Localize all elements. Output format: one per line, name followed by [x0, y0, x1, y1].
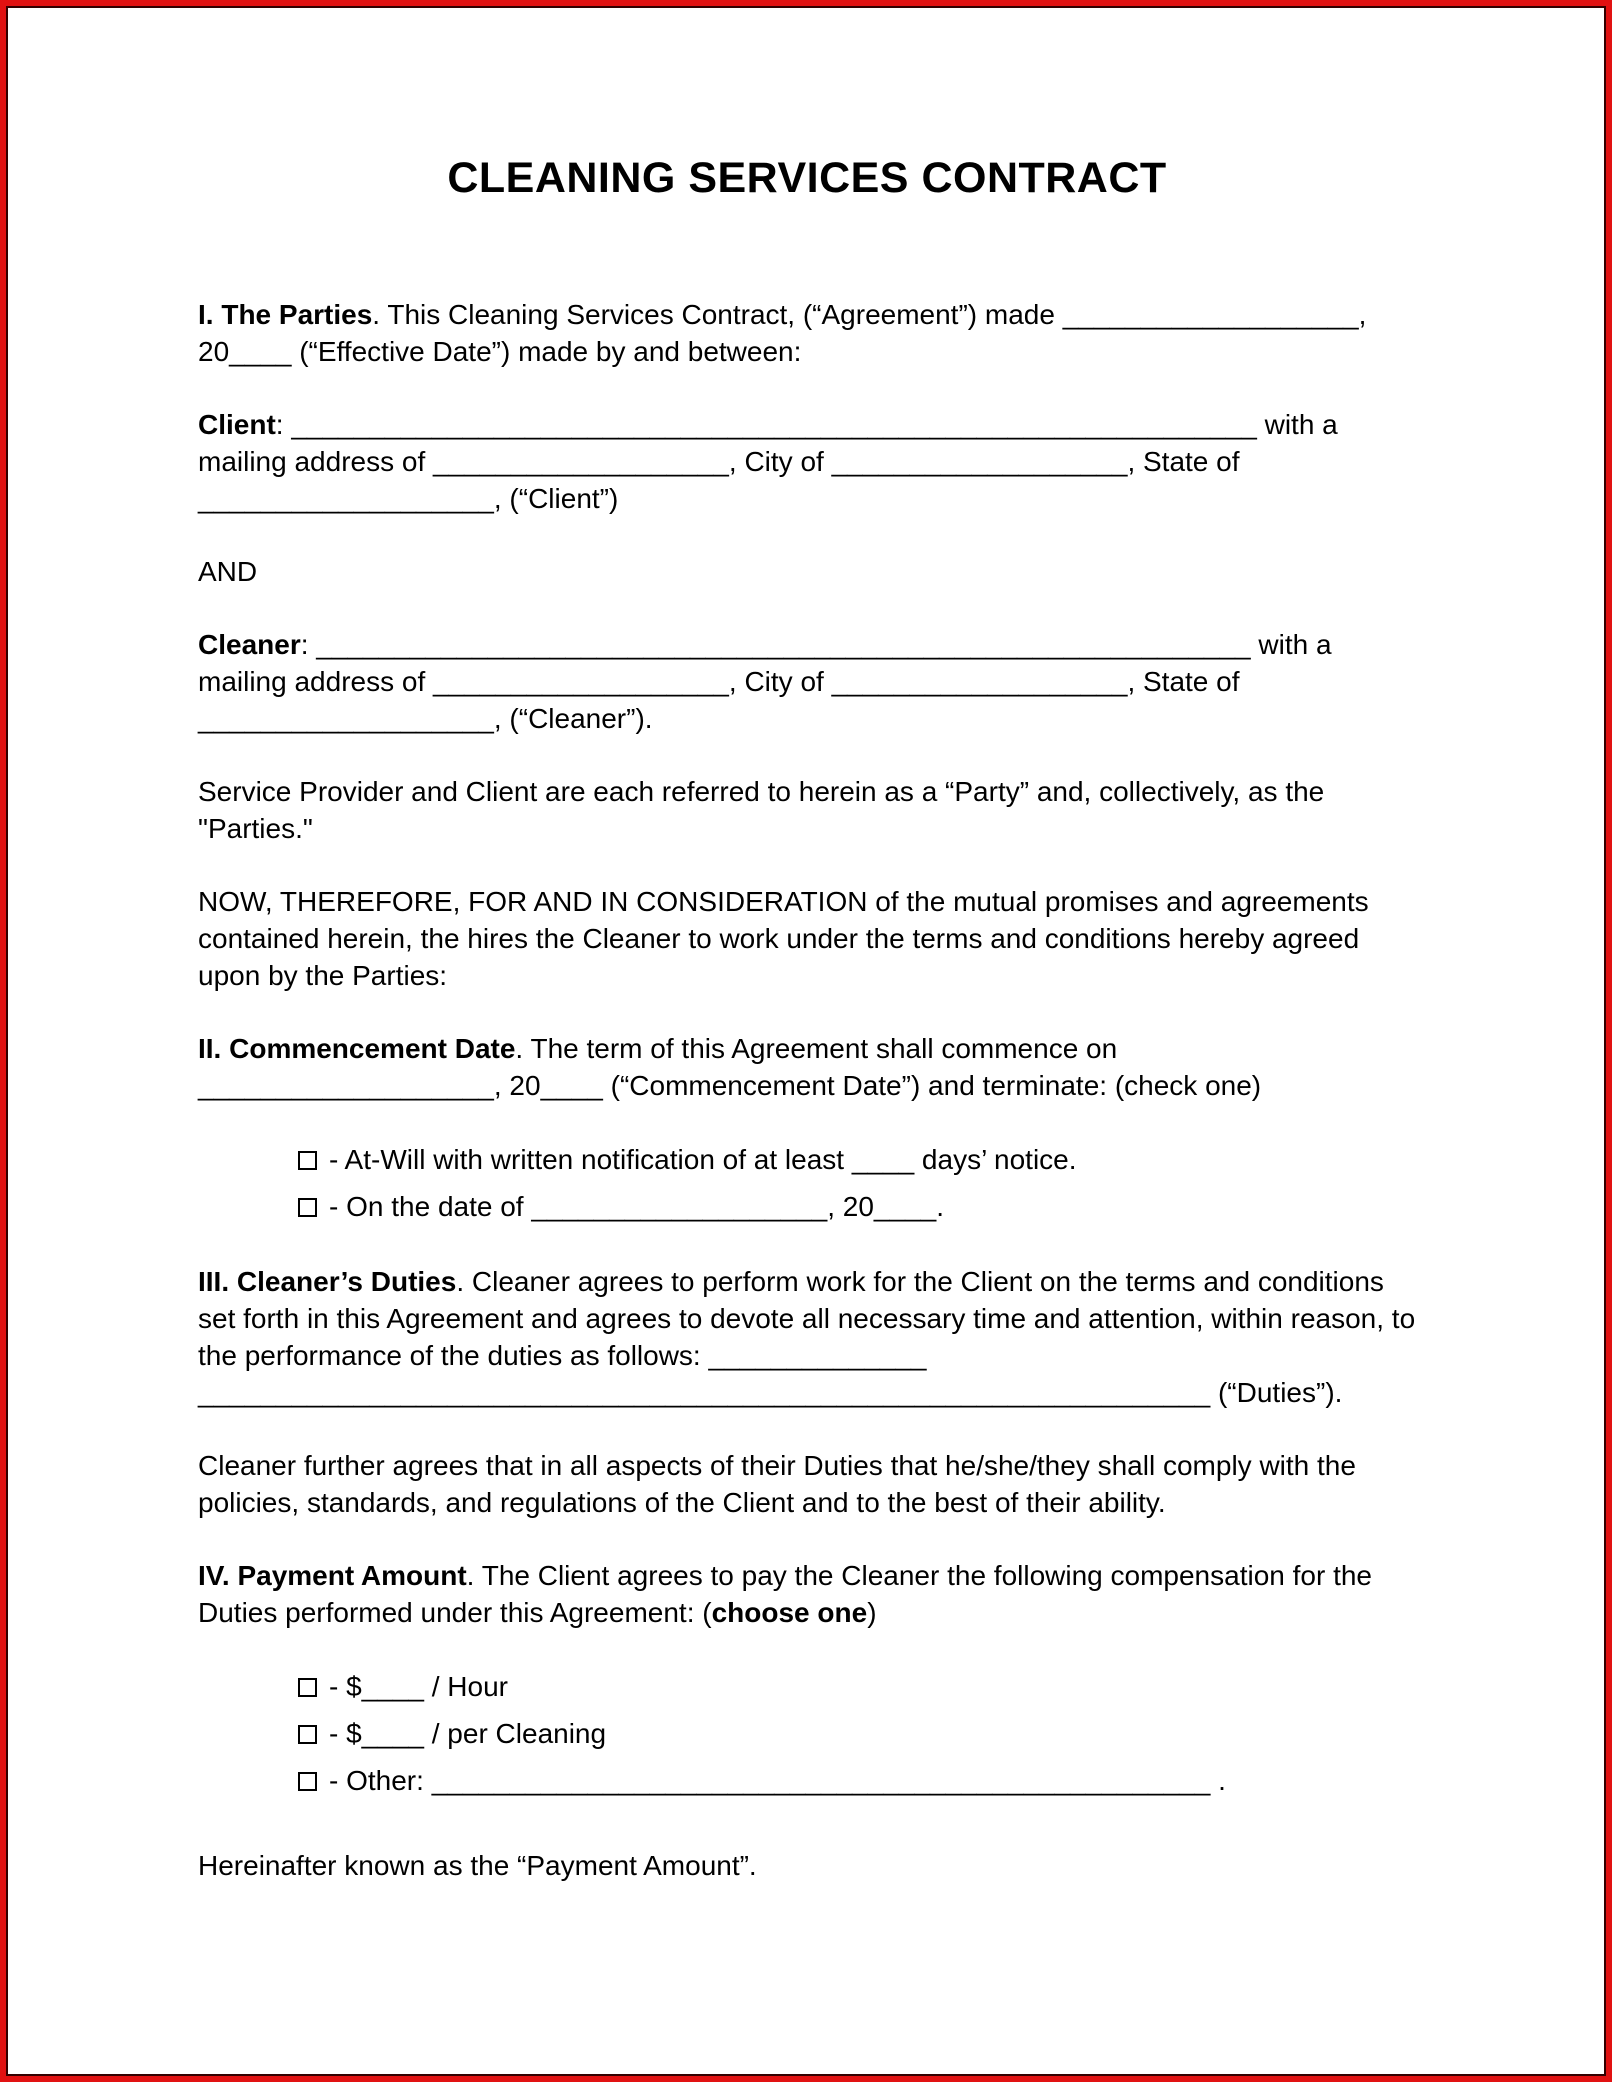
parties-heading: I. The Parties: [198, 299, 373, 330]
client-label: Client: [198, 409, 276, 440]
termination-option-at-will: [198, 1140, 1416, 1180]
parties-intro-text: . This Cleaning Services Contract, (“Agreement”) made ___________________, 20____ (“Effective Date”) made by and between:: [198, 299, 1367, 367]
payment-option-label: - $____ / Hour: [329, 1671, 508, 1702]
checkbox-icon[interactable]: [298, 1678, 317, 1697]
commencement-text: . The term of this Agreement shall commence on ___________________, 20____ (“Commencement Date”) and terminate: (check one): [198, 1033, 1262, 1101]
cleaner-paragraph: [198, 626, 1416, 737]
consideration-paragraph: NOW, THEREFORE, FOR AND IN CONSIDERATION of the mutual promises and agreements contained herein, the hires the Cleaner to work under the terms and conditions hereby agreed upon by the Parties:: [198, 886, 1369, 991]
checkbox-icon[interactable]: [298, 1772, 317, 1791]
duties-text: . Cleaner agrees to perform work for the Client on the terms and conditions set forth in this Agreement and agrees to devote all necessary time and attention, within reason, to the performance of the duties as follows: ______________ _________________________________________________________________ (“Duties”).: [198, 1266, 1416, 1408]
payment-option-other: [198, 1761, 1416, 1801]
payment-option-hourly: [198, 1667, 1416, 1707]
termination-option-on-date: [198, 1187, 1416, 1227]
checkbox-icon[interactable]: [298, 1151, 317, 1170]
payment-option-label: - $____ / per Cleaning: [329, 1718, 607, 1749]
client-fill-text: : ______________________________________________________________ with a mailing address of ___________________, City of ___________________, State of ___________________, (“Client”): [198, 409, 1338, 514]
commencement-paragraph: [198, 1030, 1416, 1104]
duties-paragraph: [198, 1263, 1416, 1411]
parties-intro-paragraph: [198, 296, 1416, 370]
document-title: CLEANING SERVICES CONTRACT: [447, 154, 1167, 202]
collective-reference-paragraph: Service Provider and Client are each referred to herein as a “Party” and, collectively, as the "Parties.": [198, 776, 1325, 844]
checkbox-icon[interactable]: [298, 1198, 317, 1217]
choose-one-emphasis: choose one: [711, 1597, 868, 1628]
payment-amount-note: Hereinafter known as the “Payment Amount”.: [198, 1850, 757, 1881]
commencement-heading: II. Commencement Date: [198, 1033, 516, 1064]
checkbox-icon[interactable]: [298, 1725, 317, 1744]
termination-option-label: - At-Will with written notification of at least ____ days’ notice.: [329, 1144, 1077, 1175]
payment-text-pre: . The Client agrees to pay the Cleaner the following compensation for the Duties performed under this Agreement: (: [198, 1560, 1373, 1628]
cleaner-label: Cleaner: [198, 629, 301, 660]
payment-option-label: - Other: __________________________________________________ .: [329, 1765, 1226, 1796]
cleaner-fill-text: : ____________________________________________________________ with a mailing address of ___________________, City of ___________________, State of ___________________, (“Cleaner”).: [198, 629, 1332, 734]
termination-options-list: [198, 1140, 1416, 1227]
duties-heading: III. Cleaner’s Duties: [198, 1266, 457, 1297]
payment-heading: IV. Payment Amount: [198, 1560, 467, 1591]
client-paragraph: [198, 406, 1416, 517]
and-separator: AND: [198, 556, 258, 587]
contract-content: [6, 6, 1606, 2076]
duties-compliance-paragraph: Cleaner further agrees that in all aspects of their Duties that he/she/they shall comply with the policies, standards, and regulations of the Client and to the best of their ability.: [198, 1450, 1356, 1518]
payment-options-list: [198, 1667, 1416, 1801]
payment-option-per-cleaning: [198, 1714, 1416, 1754]
payment-text-post: ): [867, 1597, 877, 1628]
termination-option-label: - On the date of ___________________, 20____.: [329, 1191, 944, 1222]
payment-paragraph: [198, 1557, 1416, 1631]
